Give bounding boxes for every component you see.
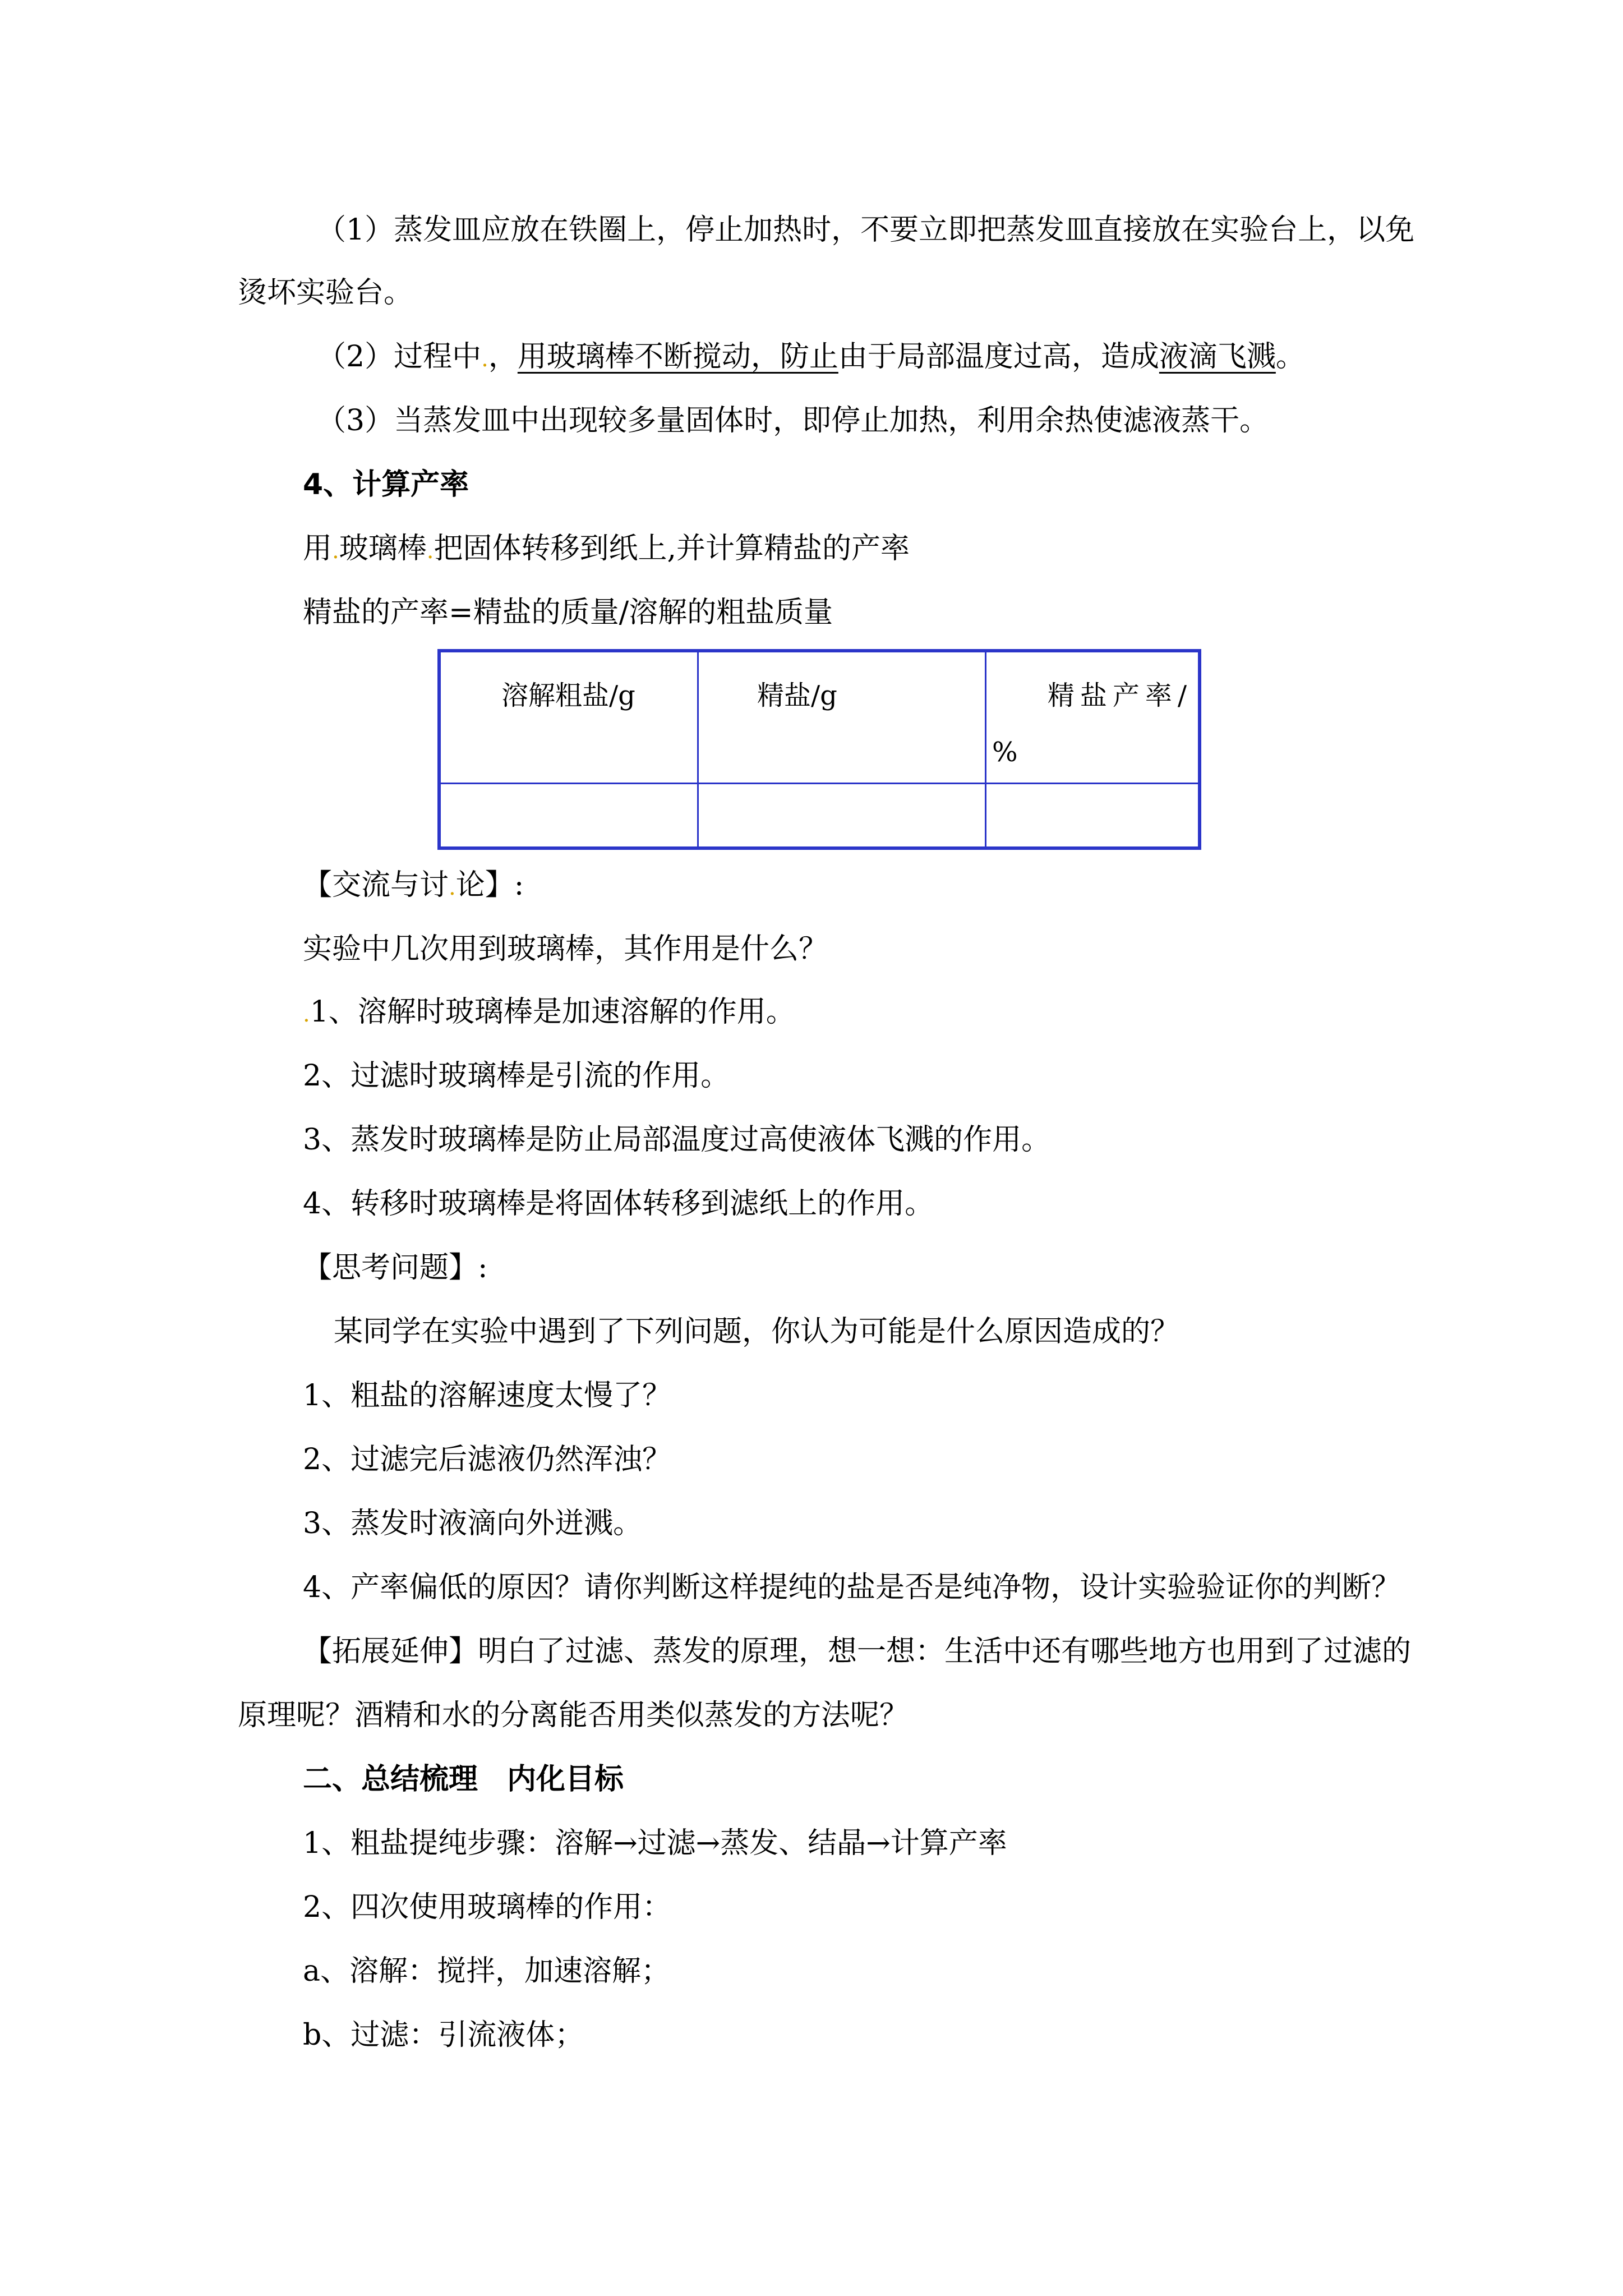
header-cell-crude-salt	[439, 651, 698, 783]
yield-instruction-a: 用	[303, 532, 333, 565]
yield-instruction-b: 玻璃棒	[339, 532, 427, 565]
yield-instruction	[303, 531, 910, 569]
evap-note-2-prefix: （2）过程中	[317, 340, 482, 374]
evap-note-2-underlined-1: 用玻璃棒不断搅动，防止	[517, 340, 838, 374]
cell-crude-salt-value[interactable]	[439, 783, 698, 848]
thinking-item-1: 1、粗盐的溶解速度太慢了？	[303, 1379, 672, 1412]
discussion-question: 实验中几次用到玻璃棒，其作用是什么？	[303, 932, 828, 966]
extension-line-1: 【拓展延伸】明白了过滤、蒸发的原理，想一想：生活中还有哪些地方也用到了过滤的	[303, 1635, 1412, 1668]
mark-dot: .	[332, 538, 339, 564]
summary-item-1: 1、粗盐提纯步骤：溶解→过滤→蒸发、结晶→计算产率	[303, 1826, 1007, 1860]
header-cell-yield	[986, 651, 1200, 783]
yield-instruction-c: 把固体转移到纸上,并计算精盐的产率	[434, 532, 910, 565]
evap-note-2: （2）过程中.，用玻璃棒不断搅动，防止由于局部温度过高，造成液滴飞溅。	[317, 340, 1305, 374]
discussion-item-2: 2、过滤时玻璃棒是引流的作用。	[303, 1059, 730, 1093]
header-yield: 精盐产率/	[1047, 680, 1192, 711]
summary-item-2: 2、四次使用玻璃棒的作用：	[303, 1890, 672, 1924]
evap-note-3: （3）当蒸发皿中出现较多量固体时，即停止加热，利用余热使滤液蒸干。	[317, 404, 1269, 438]
header-crude-salt: 溶解粗盐/g	[501, 680, 635, 711]
discussion-heading-a: 【交流与讨	[303, 868, 449, 902]
yield-table	[437, 649, 1201, 850]
evap-note-2-end: 。	[1275, 340, 1305, 374]
evap-note-1-line-1: （1）蒸发皿应放在铁圈上，停止加热时，不要立即把蒸发皿直接放在实验台上，以免	[317, 213, 1415, 247]
discussion-item-1-text: 1、溶解时玻璃棒是加速溶解的作用。	[310, 995, 795, 1029]
extension-line-2: 原理呢？酒精和水的分离能否用类似蒸发的方法呢？	[238, 1699, 909, 1732]
thinking-item-2: 2、过滤完后滤液仍然浑浊？	[303, 1443, 672, 1476]
evap-note-2-underlined-2: 液滴飞溅	[1159, 340, 1276, 374]
table-header-row	[439, 651, 1200, 783]
cell-yield-value[interactable]	[986, 783, 1200, 848]
mark-dot: .	[303, 1001, 310, 1027]
summary-item-4: b、过滤：引流液体；	[303, 2018, 584, 2052]
discussion-item-1	[303, 994, 795, 1032]
discussion-item-3: 3、蒸发时玻璃棒是防止局部温度过高使液体飞溅的作用。	[303, 1123, 1051, 1157]
cell-refined-salt-value[interactable]	[698, 783, 986, 848]
header-refined-salt: 精盐/g	[757, 680, 837, 711]
header-cell-refined-salt	[698, 651, 986, 783]
discussion-item-4: 4、转移时玻璃棒是将固体转移到滤纸上的作用。	[303, 1187, 934, 1221]
mark-dot: .	[449, 875, 456, 900]
mark-dot: .	[481, 346, 488, 372]
yield-heading: 4、计算产率	[303, 468, 469, 501]
thinking-item-3: 3、蒸发时液滴向外迸溅。	[303, 1507, 643, 1540]
discussion-heading-b: 论】:	[455, 868, 524, 902]
mark-dot: .	[426, 538, 434, 564]
summary-heading: 二、总结梳理 内化目标	[303, 1763, 624, 1796]
thinking-heading: 【思考问题】:	[303, 1251, 488, 1285]
thinking-item-4: 4、产率偏低的原因？请你判断这样提纯的盐是否是纯净物，设计实验验证你的判断？	[303, 1571, 1401, 1604]
yield-formula: 精盐的产率=精盐的质量/溶解的粗盐质量	[303, 596, 833, 629]
evap-note-1-line-2: 烫坏实验台。	[238, 276, 413, 310]
evap-note-2-middle: 由于局部温度过高，造成	[838, 340, 1159, 374]
header-yield-unit: %	[992, 737, 1018, 768]
thinking-intro: 某同学在实验中遇到了下列问题，你认为可能是什么原因造成的？	[334, 1315, 1180, 1349]
table-row	[439, 783, 1200, 848]
summary-item-3: a、溶解：搅拌，加速溶解；	[303, 1954, 671, 1988]
discussion-heading	[303, 867, 524, 905]
